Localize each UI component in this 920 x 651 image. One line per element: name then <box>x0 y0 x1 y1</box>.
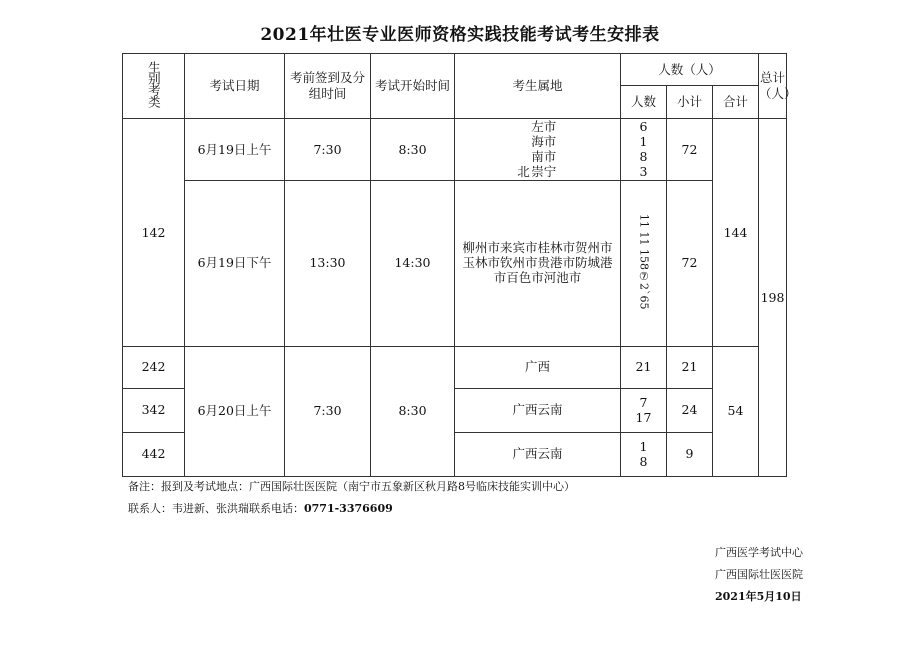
header-count: 人数 <box>621 86 667 119</box>
total-cell: 144 <box>713 119 759 347</box>
schedule-table <box>122 53 797 477</box>
page-title: 2021年壮医专业医师资格实践技能考试考生安排表 <box>260 25 660 45</box>
header-count-group: 人数（人） <box>621 54 759 86</box>
header-grand-total: 总计（人） <box>759 54 787 119</box>
contact-note <box>128 500 393 516</box>
checkin-cell: 13:30 <box>285 180 371 346</box>
origin-cell <box>455 119 621 181</box>
subtotal-cell: 72 <box>667 180 713 346</box>
header-origin: 考生属地 <box>455 54 621 119</box>
header-date: 考试日期 <box>185 54 285 119</box>
start-cell: 8:30 <box>371 119 455 181</box>
start-cell: 8:30 <box>371 346 455 476</box>
count-cell: 21 <box>621 346 667 388</box>
signature-org2: 广西国际壮医医院 <box>715 568 803 581</box>
header-category: 生别考类 <box>123 54 185 119</box>
origin-cell: 广西云南 <box>455 388 621 432</box>
origin-cell: 柳州市来宾市桂林市贺州市玉林市钦州市贵港市防城港市百色市河池市 <box>455 180 621 346</box>
header-subtotal: 小计 <box>667 86 713 119</box>
category-cell: 142 <box>123 119 185 347</box>
signature-date: 2021年5月10日 <box>715 590 802 603</box>
category-cell: 242 <box>123 346 185 388</box>
date-cell: 6月19日下午 <box>185 180 285 346</box>
category-cell: 342 <box>123 388 185 432</box>
subtotal-cell: 9 <box>667 432 713 476</box>
count-cell: 7 17 <box>621 388 667 432</box>
signature-org1: 广西医学考试中心 <box>715 546 803 559</box>
origin-list: 左市 海市 南市 崇宁 <box>531 119 557 179</box>
address-note: 备注：报到及考试地点：广西国际壮医医院（南宁市五象新区秋月路8号临床技能实训中心） <box>128 480 575 493</box>
date-cell: 6月20日上午 <box>185 346 285 476</box>
checkin-cell: 7:30 <box>285 119 371 181</box>
header-total: 合计 <box>713 86 759 119</box>
checkin-cell: 7:30 <box>285 346 371 476</box>
origin-cell: 广西 <box>455 346 621 388</box>
subtotal-cell: 24 <box>667 388 713 432</box>
grand-total-cell: 198 <box>759 119 787 477</box>
origin-prefix: 北 <box>517 164 530 179</box>
contact-phone: 0771-3376609 <box>304 502 393 515</box>
header-checkin: 考前签到及分组时间 <box>285 54 371 119</box>
header-start-time: 考试开始时间 <box>371 54 455 119</box>
category-cell: 442 <box>123 432 185 476</box>
date-cell: 6月19日上午 <box>185 119 285 181</box>
total-cell: 54 <box>713 346 759 476</box>
count-cell: 1 8 <box>621 432 667 476</box>
count-cell: 61 8 3 <box>621 119 667 181</box>
origin-cell: 广西云南 <box>455 432 621 476</box>
count-cell: 11 11 158⑦2`65 <box>621 180 667 346</box>
subtotal-cell: 21 <box>667 346 713 388</box>
contact-label: 联系人：韦进新、张洪瑞联系电话： <box>128 502 304 515</box>
subtotal-cell: 72 <box>667 119 713 181</box>
start-cell: 14:30 <box>371 180 455 346</box>
